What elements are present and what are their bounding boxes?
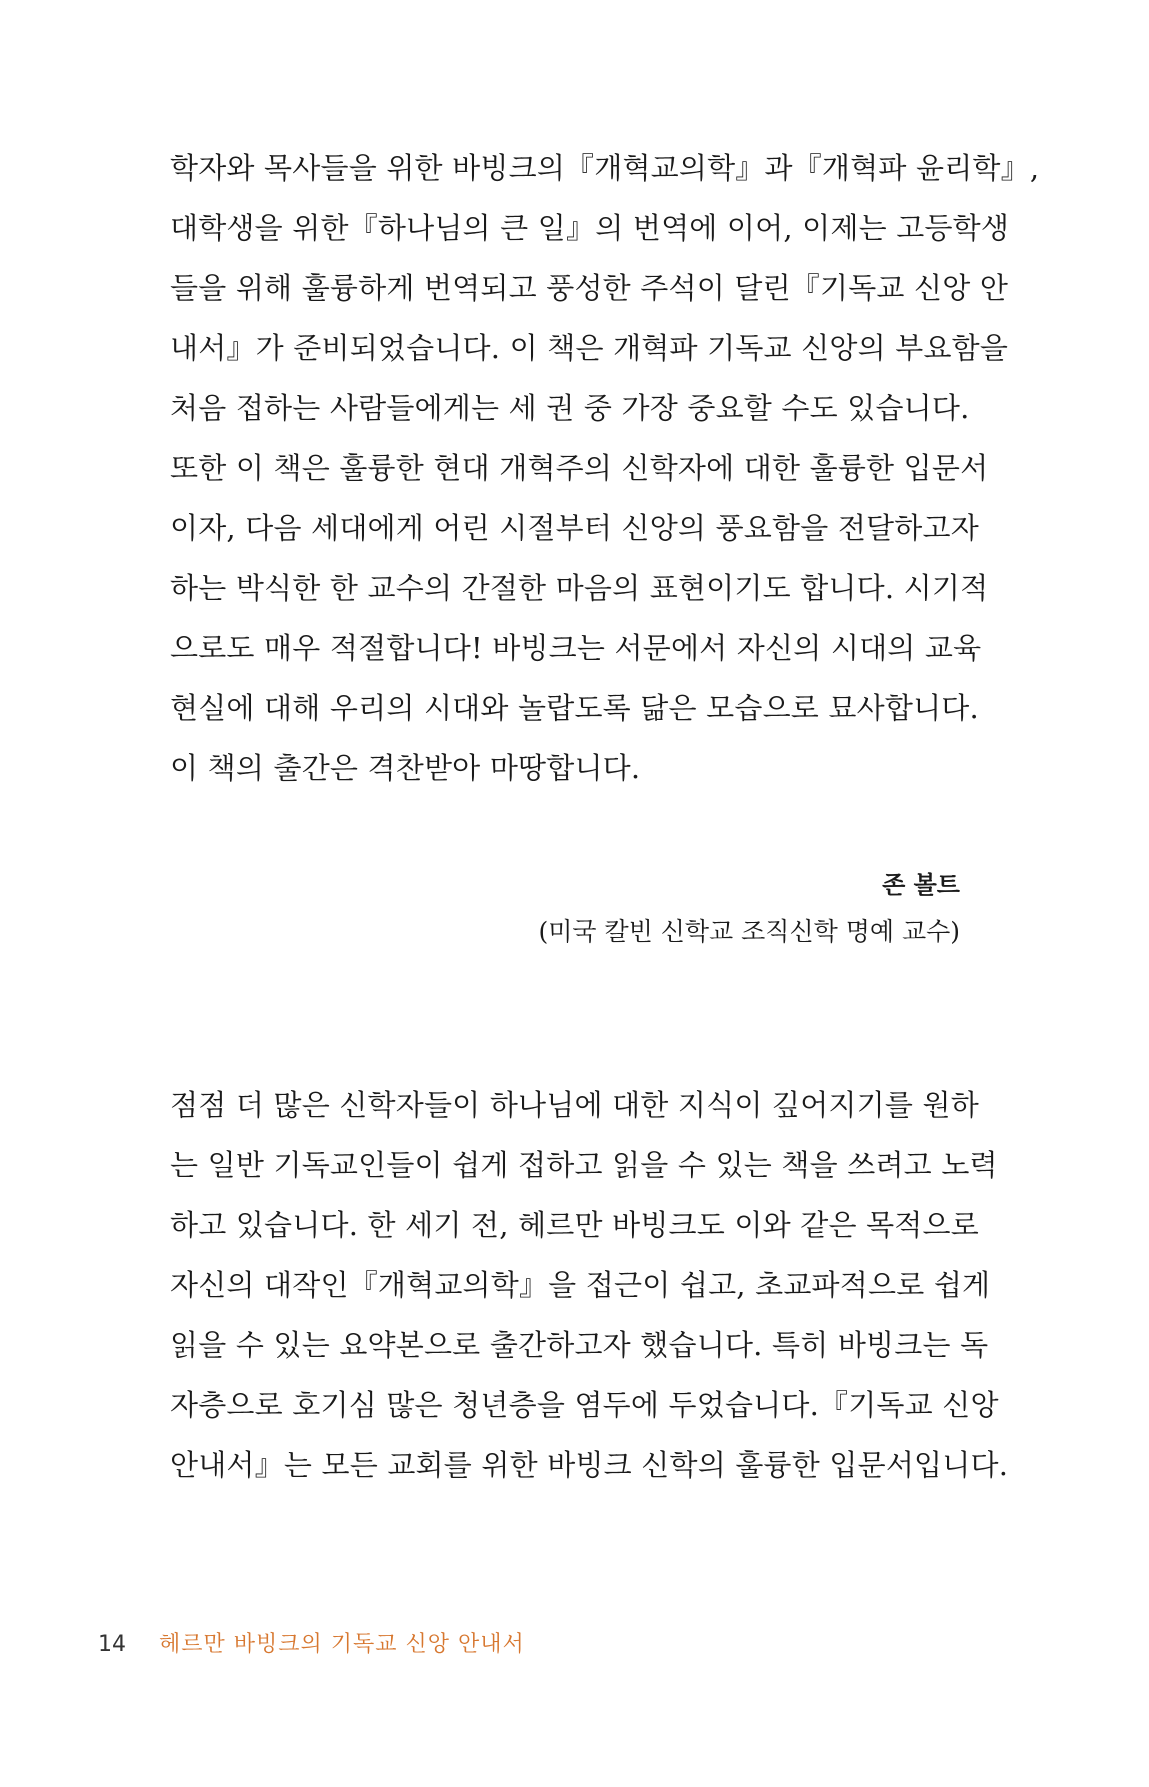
page-number: 14 (98, 1632, 126, 1657)
text-line: 학자와 목사들을 위한 바빙크의『개혁교의학』과『개혁파 윤리학』, (170, 151, 1040, 185)
text-line: 하고 있습니다. 한 세기 전, 헤르만 바빙크도 이와 같은 목적으로 (170, 1208, 979, 1242)
text-line: 내서』가 준비되었습니다. 이 책은 개혁파 기독교 신앙의 부요함을 (170, 331, 1009, 365)
text-line: 들을 위해 훌륭하게 번역되고 풍성한 주석이 달린『기독교 신앙 안 (170, 271, 1009, 305)
text-line: 현실에 대해 우리의 시대와 놀랍도록 닮은 모습으로 묘사합니다. (170, 691, 979, 725)
page-footer (98, 1630, 525, 1660)
running-title: 헤르만 바빙크의 기독교 신앙 안내서 (159, 1632, 525, 1657)
text-line: 점점 더 많은 신학자들이 하나님에 대한 지식이 깊어지기를 원하 (170, 1088, 979, 1122)
text-line: 안내서』는 모든 교회를 위한 바빙크 신학의 훌륭한 입문서입니다. (170, 1448, 1009, 1482)
text-line: 자신의 대작인『개혁교의학』을 접근이 쉽고, 초교파적으로 쉽게 (170, 1268, 991, 1302)
text-line: 또한 이 책은 훌륭한 현대 개혁주의 신학자에 대한 훌륭한 입문서 (170, 451, 989, 485)
text-line: 이자, 다음 세대에게 어린 시절부터 신앙의 풍요함을 전달하고자 (170, 511, 979, 545)
text-line: 으로도 매우 적절합니다! 바빙크는 서문에서 자신의 시대의 교육 (170, 631, 982, 665)
text-line: 이 책의 출간은 격찬받아 마땅합니다. (170, 751, 641, 785)
endorsement-author-title: (미국 칼빈 신학교 조직신학 명예 교수) (538, 917, 960, 946)
text-line: 하는 박식한 한 교수의 간절한 마음의 표현이기도 합니다. 시기적 (170, 571, 989, 605)
text-line: 처음 접하는 사람들에게는 세 권 중 가장 중요할 수도 있습니다. (170, 391, 970, 425)
text-line: 읽을 수 있는 요약본으로 출간하고자 했습니다. 특히 바빙크는 독 (170, 1328, 989, 1362)
endorsement-paragraph (170, 138, 1040, 798)
text-line: 자층으로 호기심 많은 청년층을 염두에 두었습니다.『기독교 신앙 (170, 1388, 999, 1422)
text-line: 대학생을 위한『하나님의 큰 일』의 번역에 이어, 이제는 고등학생 (170, 211, 1010, 245)
endorsement-author: 존 볼트 (882, 871, 960, 899)
intro-paragraph (170, 1075, 1009, 1495)
text-line: 는 일반 기독교인들이 쉽게 접하고 읽을 수 있는 책을 쓰려고 노력 (170, 1148, 998, 1182)
